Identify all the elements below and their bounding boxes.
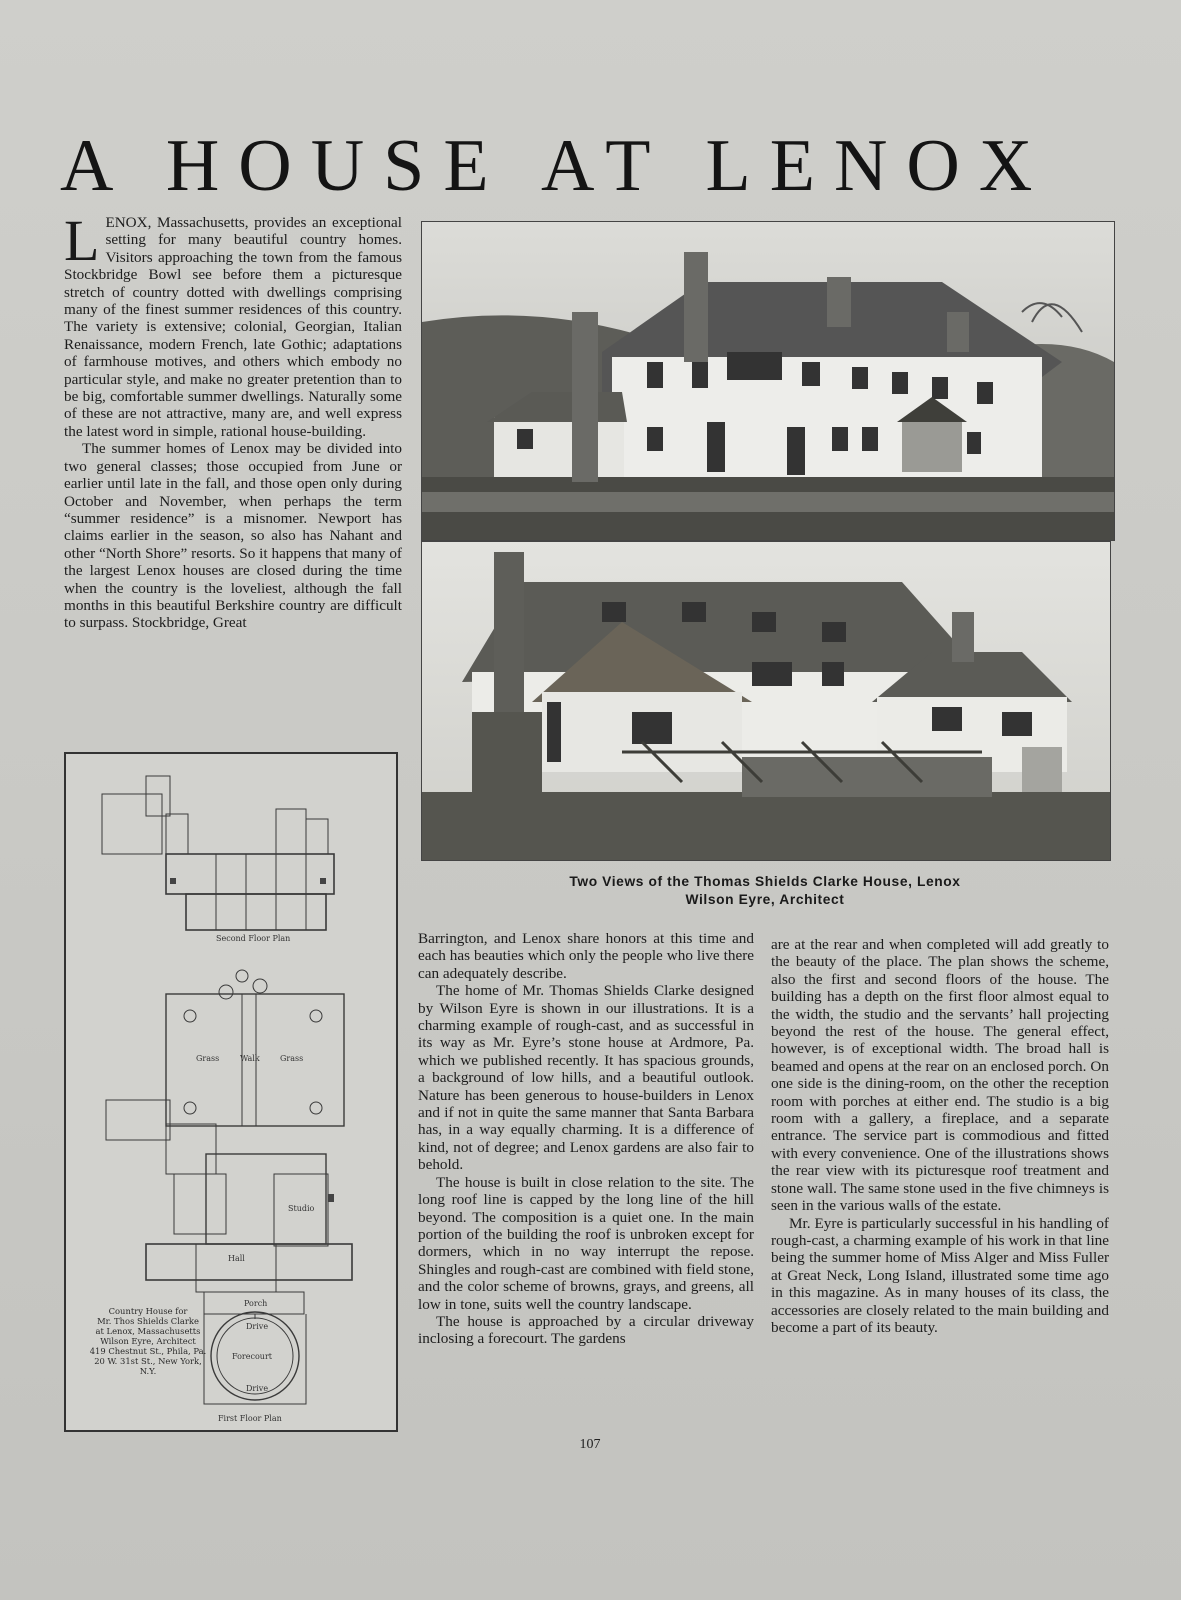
room-label: Grass <box>196 1054 220 1063</box>
second-floor-label: Second Floor Plan <box>216 934 291 943</box>
paragraph: The summer homes of Lenox may be divided into two general classes; those occupied from June or earlier until late in the fall, and those open only during October and November, when perhaps the term “summer residence” is a misnomer. Newport has claims earlier in the season, so also has Nahant and other “North Shore” resorts. So it happens that many of the largest Lenox houses are closed during the time when the country is the loveliest, although the fall months in this beautiful Berkshire country are difficult to surpass. Stockbridge, Great <box>64 440 402 632</box>
credit-line: Wilson Eyre, Architect <box>100 1336 196 1346</box>
credit-line: 419 Chestnut St., Phila, Pa. <box>89 1346 207 1356</box>
paragraph-text: ENOX, Massachusetts, provides an exceptional setting for many beautiful country homes. Visitors approaching the town from the famous Stockbridge Bowl see before them a picturesque stretch of country dotted with dwellings comprising many of the finest summer residences of this country. The variety is extensive; colonial, Georgian, Italian Renaissance, modern French, late Gothic; adaptations of farmhouse motives, and others which embody no particular style, and make no greater pretention than to be big, comfortable summer dwellings. Naturally some of these are not attractive, many are, and well express the latest word in simple, rational house-building. <box>64 214 402 440</box>
room-label: Hall <box>228 1254 245 1263</box>
floor-plan-figure <box>64 752 398 1432</box>
paragraph <box>64 208 402 440</box>
photo-caption <box>421 873 1109 909</box>
text-column-left <box>64 208 402 632</box>
credit-line: at Lenox, Massachusetts <box>95 1326 201 1336</box>
paragraph: Mr. Eyre is particularly successful in his handling of rough-cast, a charming example of his work in that line being the summer home of Miss Alger and Miss Fuller at Great Neck, Long Island, illustrated some time ago in this magazine. As in many houses of its class, the accessories are closely related to the main building and become a part of its beauty. <box>771 1214 1109 1336</box>
room-label: Porch <box>244 1299 268 1308</box>
text-column-right <box>771 936 1109 1336</box>
paragraph: The house is approached by a circular driveway inclosing a forecourt. The gardens <box>418 1312 754 1348</box>
caption-title: Two Views of the Thomas Shields Clarke House, Lenox <box>569 874 961 889</box>
credit-line: Country House for <box>108 1306 188 1316</box>
paragraph: The house is built in close relation to the site. The long roof line is capped by the long line of the hill beyond. The composition is a quiet one. In the main portion of the building the roof is unbroken except for dormers, which in no way interrupt the repose. Shingles and rough-cast are combined with field stone, and the color scheme of browns, grays, and greens, all low in tone, suits well the country landscape. <box>418 1173 754 1313</box>
first-floor-label: First Floor Plan <box>218 1414 282 1423</box>
house-front-photo <box>421 221 1115 541</box>
credit-line: Mr. Thos Shields Clarke <box>97 1316 199 1326</box>
credit-line: 20 W. 31st St., New York, N.Y. <box>94 1356 202 1376</box>
paragraph: are at the rear and when completed will add greatly to the beauty of the place. The plan shows the scheme, also the first and second floors of the house. The building has a depth on the first floor almost equal to the width, the studio and the servants’ hall projecting beyond the rest of the house. The general effect, however, is of exceptional width. The broad hall is beamed and opens at the rear on an enclosed porch. On one side is the dining-room, on the other the reception room with porches at either end. The studio is a big room with a gallery, a fireplace, and a separate entrance. The service part is commodious and fitted with every convenience. One of the illustrations shows the rear view with its picturesque roof treatment and stone wall. The same stone used in the five chimneys is seen in the various walls of the estate. <box>771 936 1109 1215</box>
house-rear-photo <box>421 541 1111 861</box>
room-label: Drive <box>246 1384 269 1393</box>
article-title: A HOUSE AT LENOX <box>60 125 1052 207</box>
page-number: 107 <box>579 1437 601 1452</box>
paragraph: Barrington, and Lenox share honors at this time and each has beauties which only the people who live there can adequately describe. <box>418 930 754 982</box>
house-rear-illustration <box>422 542 1110 860</box>
text-column-middle <box>418 930 754 1348</box>
room-label: Forecourt <box>232 1352 272 1361</box>
caption-architect: Wilson Eyre, Architect <box>685 892 845 907</box>
room-label: Walk <box>240 1054 260 1063</box>
house-front-illustration <box>422 222 1114 540</box>
room-label: Grass <box>280 1054 304 1063</box>
room-label: Studio <box>288 1204 315 1213</box>
drop-cap: L <box>64 208 100 273</box>
room-label: Drive <box>246 1322 269 1331</box>
paragraph: The home of Mr. Thomas Shields Clarke designed by Wilson Eyre is shown in our illustrations. It is a charming example of rough-cast, and as successful in its way as Mr. Eyre’s stone house at Ardmore, Pa. which we published recently. It has spacious grounds, a background of low hills, and a beautiful outlook. Nature has been generous to house-builders in Lenox and if not in quite the same manner that Santa Barbara has, in a way equally charming. It is a difference of kind, not of degree; and Lenox gardens are also fair to behold. <box>418 982 754 1174</box>
plan-credit <box>88 1306 208 1376</box>
